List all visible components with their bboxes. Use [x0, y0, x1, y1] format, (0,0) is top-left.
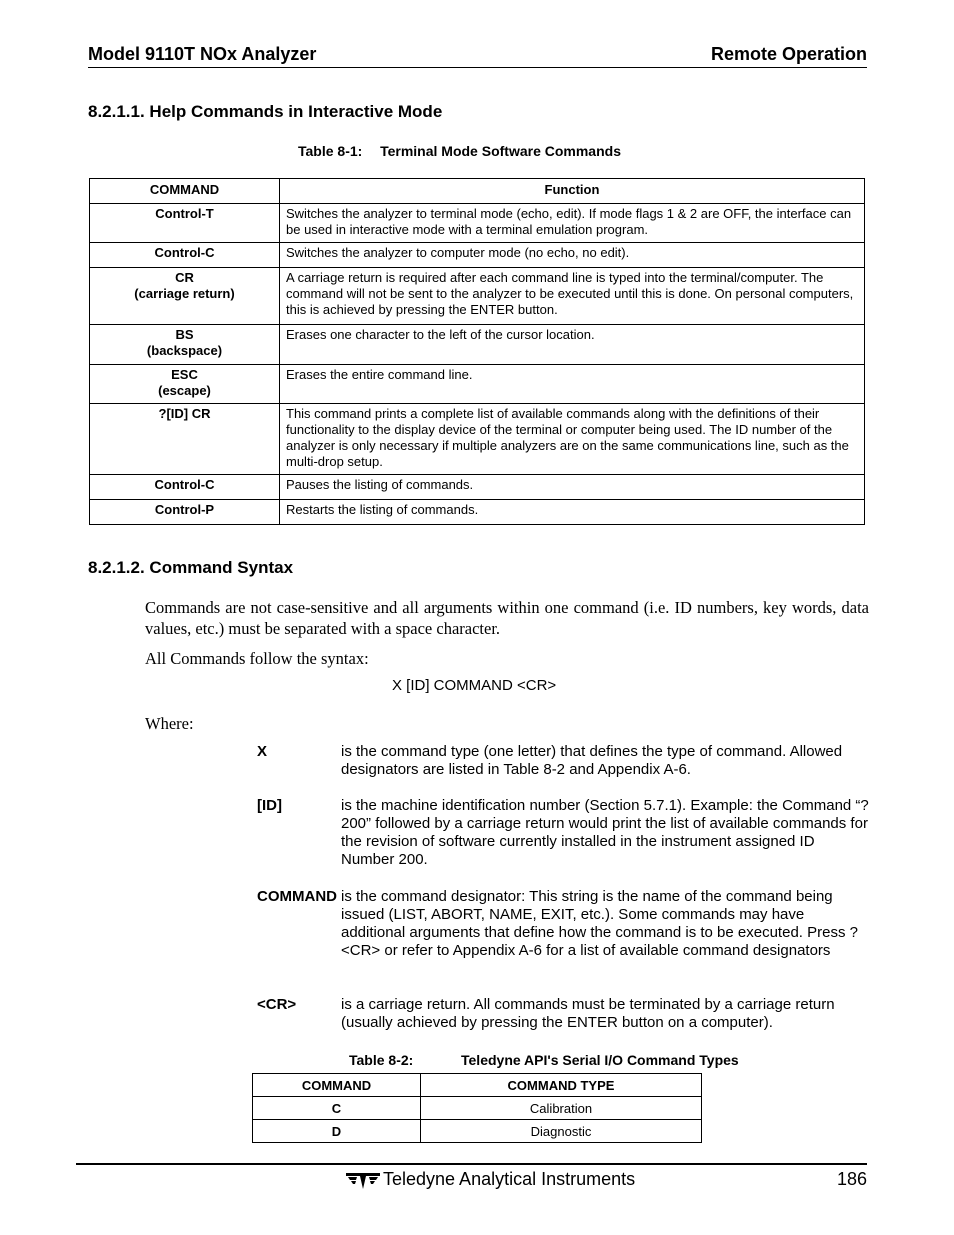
table-row — [90, 204, 865, 243]
table-row — [90, 325, 865, 365]
command-name: ?[ID] CR — [158, 406, 211, 421]
table-row — [90, 365, 865, 404]
table-row — [253, 1097, 702, 1120]
footer-divider — [76, 1163, 867, 1165]
command-name: Control-P — [154, 502, 215, 517]
command-name: (carriage return) — [134, 286, 235, 301]
column-header-function: Function — [280, 179, 865, 204]
function-cell: Switches the analyzer to terminal mode (echo, edit). If mode flags 1 & 2 are OFF, the interface can be used in interactive mode with a terminal emulation program. — [280, 204, 865, 243]
table-caption-8-1 — [298, 143, 621, 159]
column-header-command-type: COMMAND TYPE — [421, 1074, 702, 1097]
document-title: Model 9110T NOx Analyzer — [88, 44, 317, 64]
table-row — [90, 475, 865, 500]
table-header-row — [90, 179, 865, 204]
command-letter-cell: D — [253, 1120, 421, 1143]
table-row — [90, 268, 865, 325]
command-name: (escape) — [158, 383, 211, 398]
column-header-command: COMMAND — [90, 179, 280, 204]
command-name: Control-C — [154, 477, 215, 492]
function-cell: Restarts the listing of commands. — [280, 500, 865, 525]
footer-company: Teledyne Analytical Instruments — [383, 1169, 636, 1189]
command-cell — [90, 243, 280, 268]
where-label: Where: — [145, 714, 194, 733]
section-heading-command-syntax: 8.2.1.2. Command Syntax — [88, 558, 294, 577]
function-cell: Pauses the listing of commands. — [280, 475, 865, 500]
command-cell — [90, 268, 280, 325]
command-name: (backspace) — [146, 343, 223, 358]
table-row — [90, 243, 865, 268]
page-number: 186 — [836, 1169, 867, 1189]
command-letter-cell: C — [253, 1097, 421, 1120]
definition-desc-x: is the command type (one letter) that defines the type of command. Allowed designators are listed in Table 8-2 and Appendix A-6. — [341, 743, 843, 778]
function-cell: This command prints a complete list of available commands along with the definitions of their functionality to the display device of the terminal or computer being used. The ID number of the analyzer is only necessary if multiple analyzers are on the same communications line, such as the multi-drop setup. — [280, 404, 865, 475]
command-name: BS — [175, 327, 194, 342]
definition-desc-command: is the command designator: This string is the name of the command being issued (LIST, ABORT, NAME, EXIT, etc.). Some commands may have additional arguments that define how the command is to be executed. Press ? <CR> or refer to Appendix A-6 for a list of available command designators — [341, 888, 858, 959]
definition-desc-cr: is a carriage return. All commands must be terminated by a carriage return (usually achieved by pressing the ENTER button on a computer). — [341, 996, 835, 1031]
table-row — [253, 1120, 702, 1143]
function-cell: Erases the entire command line. — [280, 365, 865, 404]
definition-term-x: X — [257, 743, 268, 760]
command-name: Control-C — [154, 245, 215, 260]
table-caption-number: Table 8-1: — [298, 143, 363, 159]
table-row — [90, 404, 865, 475]
command-cell — [90, 475, 280, 500]
command-type-cell: Diagnostic — [421, 1120, 702, 1143]
definition-desc-id: is the machine identification number (Section 5.7.1). Example: the Command “? 200” followed by a carriage return would print the list of available commands for the revision of software currently installed in the instrument assigned ID Number 200. — [341, 797, 869, 868]
command-cell — [90, 500, 280, 525]
chapter-title: Remote Operation — [710, 44, 867, 64]
teledyne-logo-icon — [346, 1170, 380, 1195]
command-cell — [90, 325, 280, 365]
column-header-command: COMMAND — [253, 1074, 421, 1097]
function-cell: A carriage return is required after each command line is typed into the terminal/computer. The command will not be sent to the analyzer to be executed until this is done. On personal computers, this is achieved by pressing the ENTER button. — [280, 268, 865, 325]
definition-term-cr: <CR> — [257, 996, 297, 1013]
syntax-paragraph: Commands are not case-sensitive and all arguments within one command (i.e. ID numbers, key words, data values, etc.) must be separated with a space character. — [145, 598, 869, 638]
function-cell: Erases one character to the left of the cursor location. — [280, 325, 865, 365]
function-cell: Switches the analyzer to computer mode (no echo, no edit). — [280, 243, 865, 268]
command-name: Control-T — [155, 206, 214, 221]
table-row — [90, 500, 865, 525]
command-type-cell: Calibration — [421, 1097, 702, 1120]
table-caption-8-2-number: Table 8-2: — [349, 1052, 414, 1068]
command-name: CR — [175, 270, 194, 285]
table-caption-8-2-title: Teledyne API's Serial I/O Command Types — [461, 1052, 739, 1068]
syntax-example: X [ID] COMMAND <CR> — [392, 677, 557, 694]
table-caption-title: Terminal Mode Software Commands — [380, 143, 621, 159]
terminal-commands-table — [89, 178, 865, 525]
definition-term-command: COMMAND — [257, 888, 337, 905]
command-cell — [90, 204, 280, 243]
command-name: ESC — [171, 367, 198, 382]
header-divider — [88, 67, 867, 68]
command-cell — [90, 365, 280, 404]
syntax-intro: All Commands follow the syntax: — [145, 649, 369, 668]
section-heading-help-commands: 8.2.1.1. Help Commands in Interactive Mode — [88, 102, 443, 121]
table-header-row — [253, 1074, 702, 1097]
definition-term-id: [ID] — [257, 797, 282, 814]
command-types-table — [252, 1073, 702, 1143]
command-cell — [90, 404, 280, 475]
